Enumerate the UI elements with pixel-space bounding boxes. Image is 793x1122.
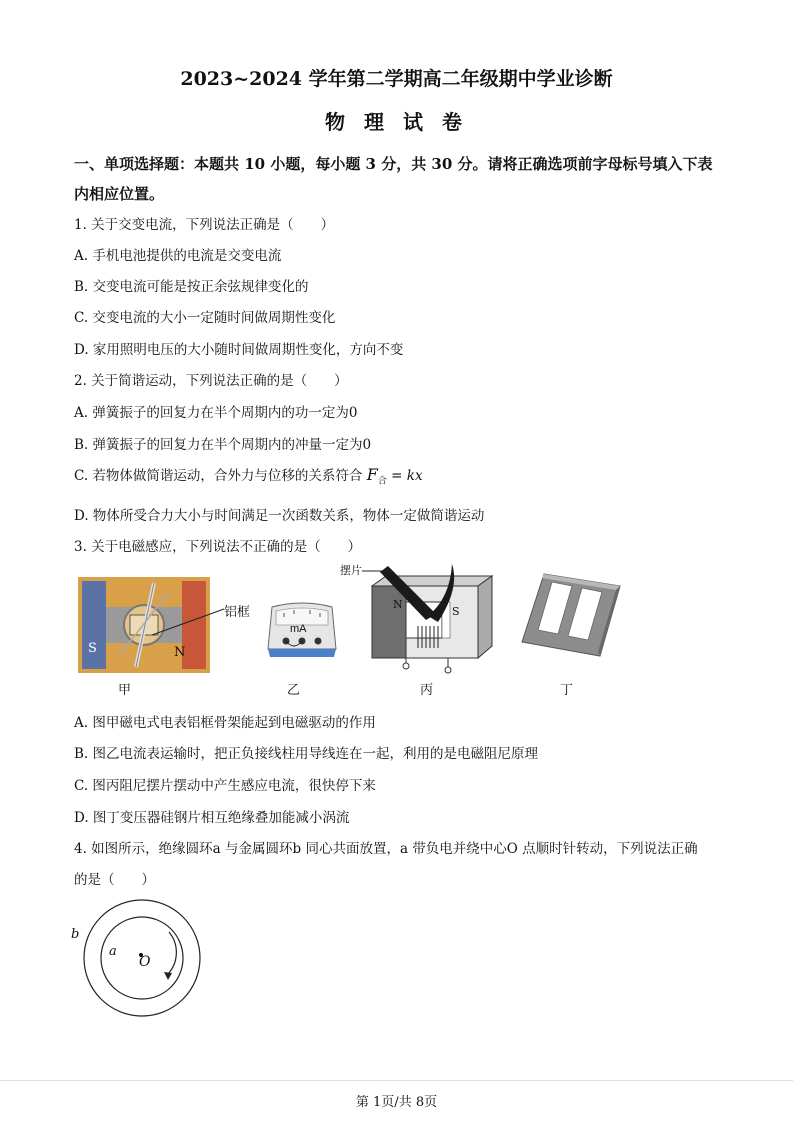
fig-jia-s-label: S	[88, 641, 97, 656]
caption-yi: 乙	[287, 683, 301, 698]
section-heading-line1: 一、单项选择题：本题共 10 小题，每小题 3 分，共 30 分。请将正确选项前字母标号填入下表	[74, 155, 713, 173]
fig-jia-n-label: N	[174, 645, 186, 660]
formula-sub: 合	[377, 476, 387, 487]
rotation-arrow	[168, 932, 176, 974]
q1-stem-tail: 是（ ）	[266, 217, 335, 233]
q2-option-b: B. 弹簧振子的回复力在半个周期内的冲量一定为0	[74, 437, 372, 453]
caption-ding: 丁	[560, 683, 574, 698]
figure-bing	[368, 562, 498, 674]
q1-option-c: C. 交变电流的大小一定随时间做周期性变化	[74, 310, 336, 326]
fig-bing-label-line	[362, 568, 392, 574]
q2-option-a: A. 弹簧振子的回复力在半个周期内的功一定为0	[74, 405, 358, 421]
fig-jia-frame-label: 铝框	[224, 605, 251, 620]
exam-title: 2023~2024 学年第二学期高二年级期中学业诊断	[180, 68, 613, 90]
section-heading-line2: 内相应位置。	[74, 185, 165, 203]
center-o-label: O	[139, 954, 151, 970]
fig-jia-pointer-line	[150, 607, 226, 637]
page-number: 第 1页/共 8页	[355, 1095, 438, 1110]
q2-option-c-text: C. 若物体做简谐运动，合外力与位移的关系符合	[74, 468, 363, 484]
rotation-arrowhead	[164, 972, 172, 980]
fig-bing-s-label: S	[452, 605, 460, 618]
q1-option-d: D. 家用照明电压的大小随时间做周期性变化，方向不变	[74, 342, 404, 358]
formula-eq: =	[391, 468, 403, 484]
q1-option-b: B. 交变电流可能是按正余弦规律变化的	[74, 279, 309, 295]
caption-bing: 丙	[420, 683, 434, 698]
q3-option-b: B. 图乙电流表运输时，把正负接线柱用导线连在一起，利用的是电磁阻尼原理	[74, 746, 539, 762]
fig-bing-n-label: N	[393, 598, 403, 611]
footer-rule	[0, 1080, 793, 1081]
q3-option-a: A. 图甲磁电式电表铝框骨架能起到电磁驱动的作用	[74, 715, 376, 731]
q1-stem-text: 1. 关于交变电流，下列说法正确	[74, 217, 267, 233]
q1-stem	[74, 213, 334, 233]
formula-rhs: kx	[406, 468, 423, 484]
q2-stem: 2. 关于简谐运动，下列说法正确的是（ ）	[74, 373, 348, 389]
exam-subtitle: 物 理 试 卷	[325, 110, 468, 134]
fig-bing-pendulum-label: 摆片	[340, 564, 362, 577]
q3-option-d: D. 图丁变压器硅钢片相互绝缘叠加能减小涡流	[74, 810, 350, 826]
figure-ding	[516, 572, 624, 658]
q3-stem: 3. 关于电磁感应，下列说法不正确的是（ ）	[74, 539, 362, 555]
q2-formula	[366, 465, 423, 487]
q4-stem-line2: 的是（ ）	[74, 872, 155, 888]
q1-option-a: A. 手机电池提供的电流是交变电流	[74, 248, 282, 264]
ring-a-label: a	[109, 944, 117, 959]
q4-stem-line1: 4. 如图所示，绝缘圆环a 与金属圆环b 同心共面放置，a 带负电并绕中心O 点顺时针转动，下列说法正确	[74, 841, 698, 857]
q2-option-d: D. 物体所受合力大小与时间满足一次函数关系，物体一定做简谐运动	[74, 508, 485, 524]
q3-option-c: C. 图丙阻尼摆片摆动中产生感应电流，很快停下来	[74, 778, 376, 794]
caption-jia: 甲	[118, 683, 132, 698]
fig-yi-ma-label: mA	[290, 623, 307, 635]
q2-option-c	[74, 464, 423, 487]
formula-f: F	[366, 465, 378, 484]
ring-b-label: b	[71, 927, 80, 942]
